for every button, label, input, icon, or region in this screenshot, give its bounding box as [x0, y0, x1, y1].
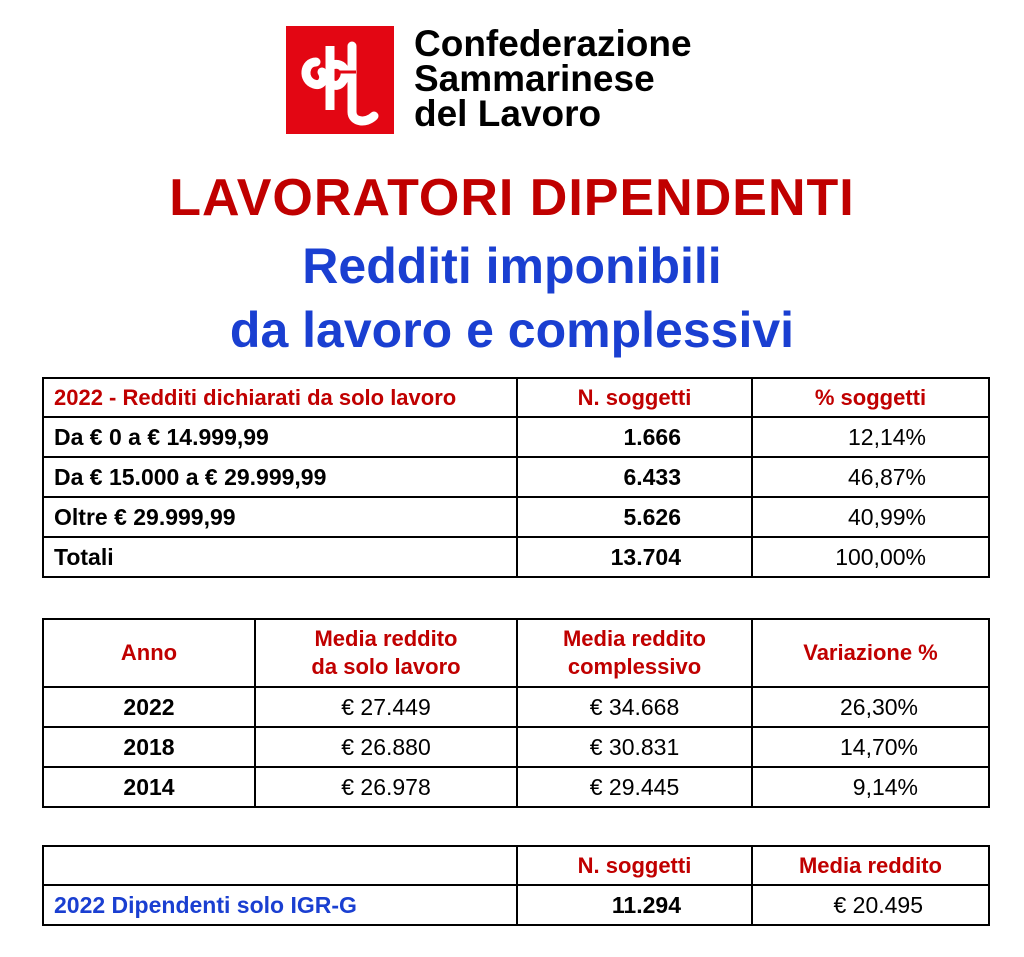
avg-work-income: € 26.880 [255, 727, 517, 767]
header-subjects-percent: % soggetti [752, 378, 989, 417]
avg-total-income: € 30.831 [517, 727, 752, 767]
subjects-count: 5.626 [517, 497, 752, 537]
variation: 14,70% [752, 727, 989, 767]
band-label: Da € 15.000 a € 29.999,99 [43, 457, 517, 497]
avg-work-income: € 27.449 [255, 687, 517, 727]
subjects-percent: 40,99% [752, 497, 989, 537]
header-subjects-count: N. soggetti [517, 378, 752, 417]
table-row [43, 457, 989, 497]
header-year: Anno [43, 619, 255, 687]
subtitle-line-1: Redditi imponibili [302, 238, 722, 294]
table-header-row [43, 619, 989, 687]
subjects-count: 1.666 [517, 417, 752, 457]
header-empty [43, 846, 517, 885]
totals-label: Totali [43, 537, 517, 577]
income-bands-table [42, 377, 990, 578]
avg-work-income: € 26.978 [255, 767, 517, 807]
header-avg-work-income [255, 619, 517, 687]
org-name-line-2: Sammarinese [414, 58, 655, 99]
totals-row [43, 537, 989, 577]
header-avg-total-income-line-2: complessivo [567, 654, 702, 679]
year: 2022 [43, 687, 255, 727]
table-row [43, 417, 989, 457]
totals-count: 13.704 [517, 537, 752, 577]
subjects-percent: 46,87% [752, 457, 989, 497]
table-row [43, 885, 989, 925]
year: 2014 [43, 767, 255, 807]
subjects-count: 6.433 [517, 457, 752, 497]
igr-g-table [42, 845, 990, 926]
table-row [43, 497, 989, 537]
csdl-logo [286, 26, 394, 134]
igr-g-label: 2022 Dipendenti solo IGR-G [43, 885, 517, 925]
average-income-table [42, 618, 990, 808]
header-variation: Variazione % [752, 619, 989, 687]
main-title: LAVORATORI DIPENDENTI [169, 169, 855, 227]
org-name [414, 23, 692, 134]
header-avg-total-income-line-1: Media reddito [562, 626, 706, 651]
table-row [43, 727, 989, 767]
org-name-line-1: Confederazione [414, 23, 692, 64]
band-label: Da € 0 a € 14.999,99 [43, 417, 517, 457]
org-name-line-3: del Lavoro [414, 93, 602, 134]
header-income-band: 2022 - Redditi dichiarati da solo lavoro [43, 378, 517, 417]
header-avg-work-income-line-2: da solo lavoro [311, 654, 461, 679]
table-header-row [43, 846, 989, 885]
band-label: Oltre € 29.999,99 [43, 497, 517, 537]
avg-total-income: € 29.445 [517, 767, 752, 807]
table-row [43, 767, 989, 807]
avg-income: € 20.495 [752, 885, 989, 925]
subtitle-line-2: da lavoro e complessivi [229, 302, 795, 358]
csdl-logo-mark [286, 26, 394, 134]
subjects-count: 11.294 [517, 885, 752, 925]
totals-percent: 100,00% [752, 537, 989, 577]
table-row [43, 687, 989, 727]
year: 2018 [43, 727, 255, 767]
table-header-row [43, 378, 989, 417]
subjects-percent: 12,14% [752, 417, 989, 457]
header-avg-work-income-line-1: Media reddito [314, 626, 458, 651]
avg-total-income: € 34.668 [517, 687, 752, 727]
variation: 26,30% [752, 687, 989, 727]
header-subjects-count: N. soggetti [517, 846, 752, 885]
variation: 9,14% [752, 767, 989, 807]
header-avg-total-income [517, 619, 752, 687]
header-avg-income: Media reddito [752, 846, 989, 885]
